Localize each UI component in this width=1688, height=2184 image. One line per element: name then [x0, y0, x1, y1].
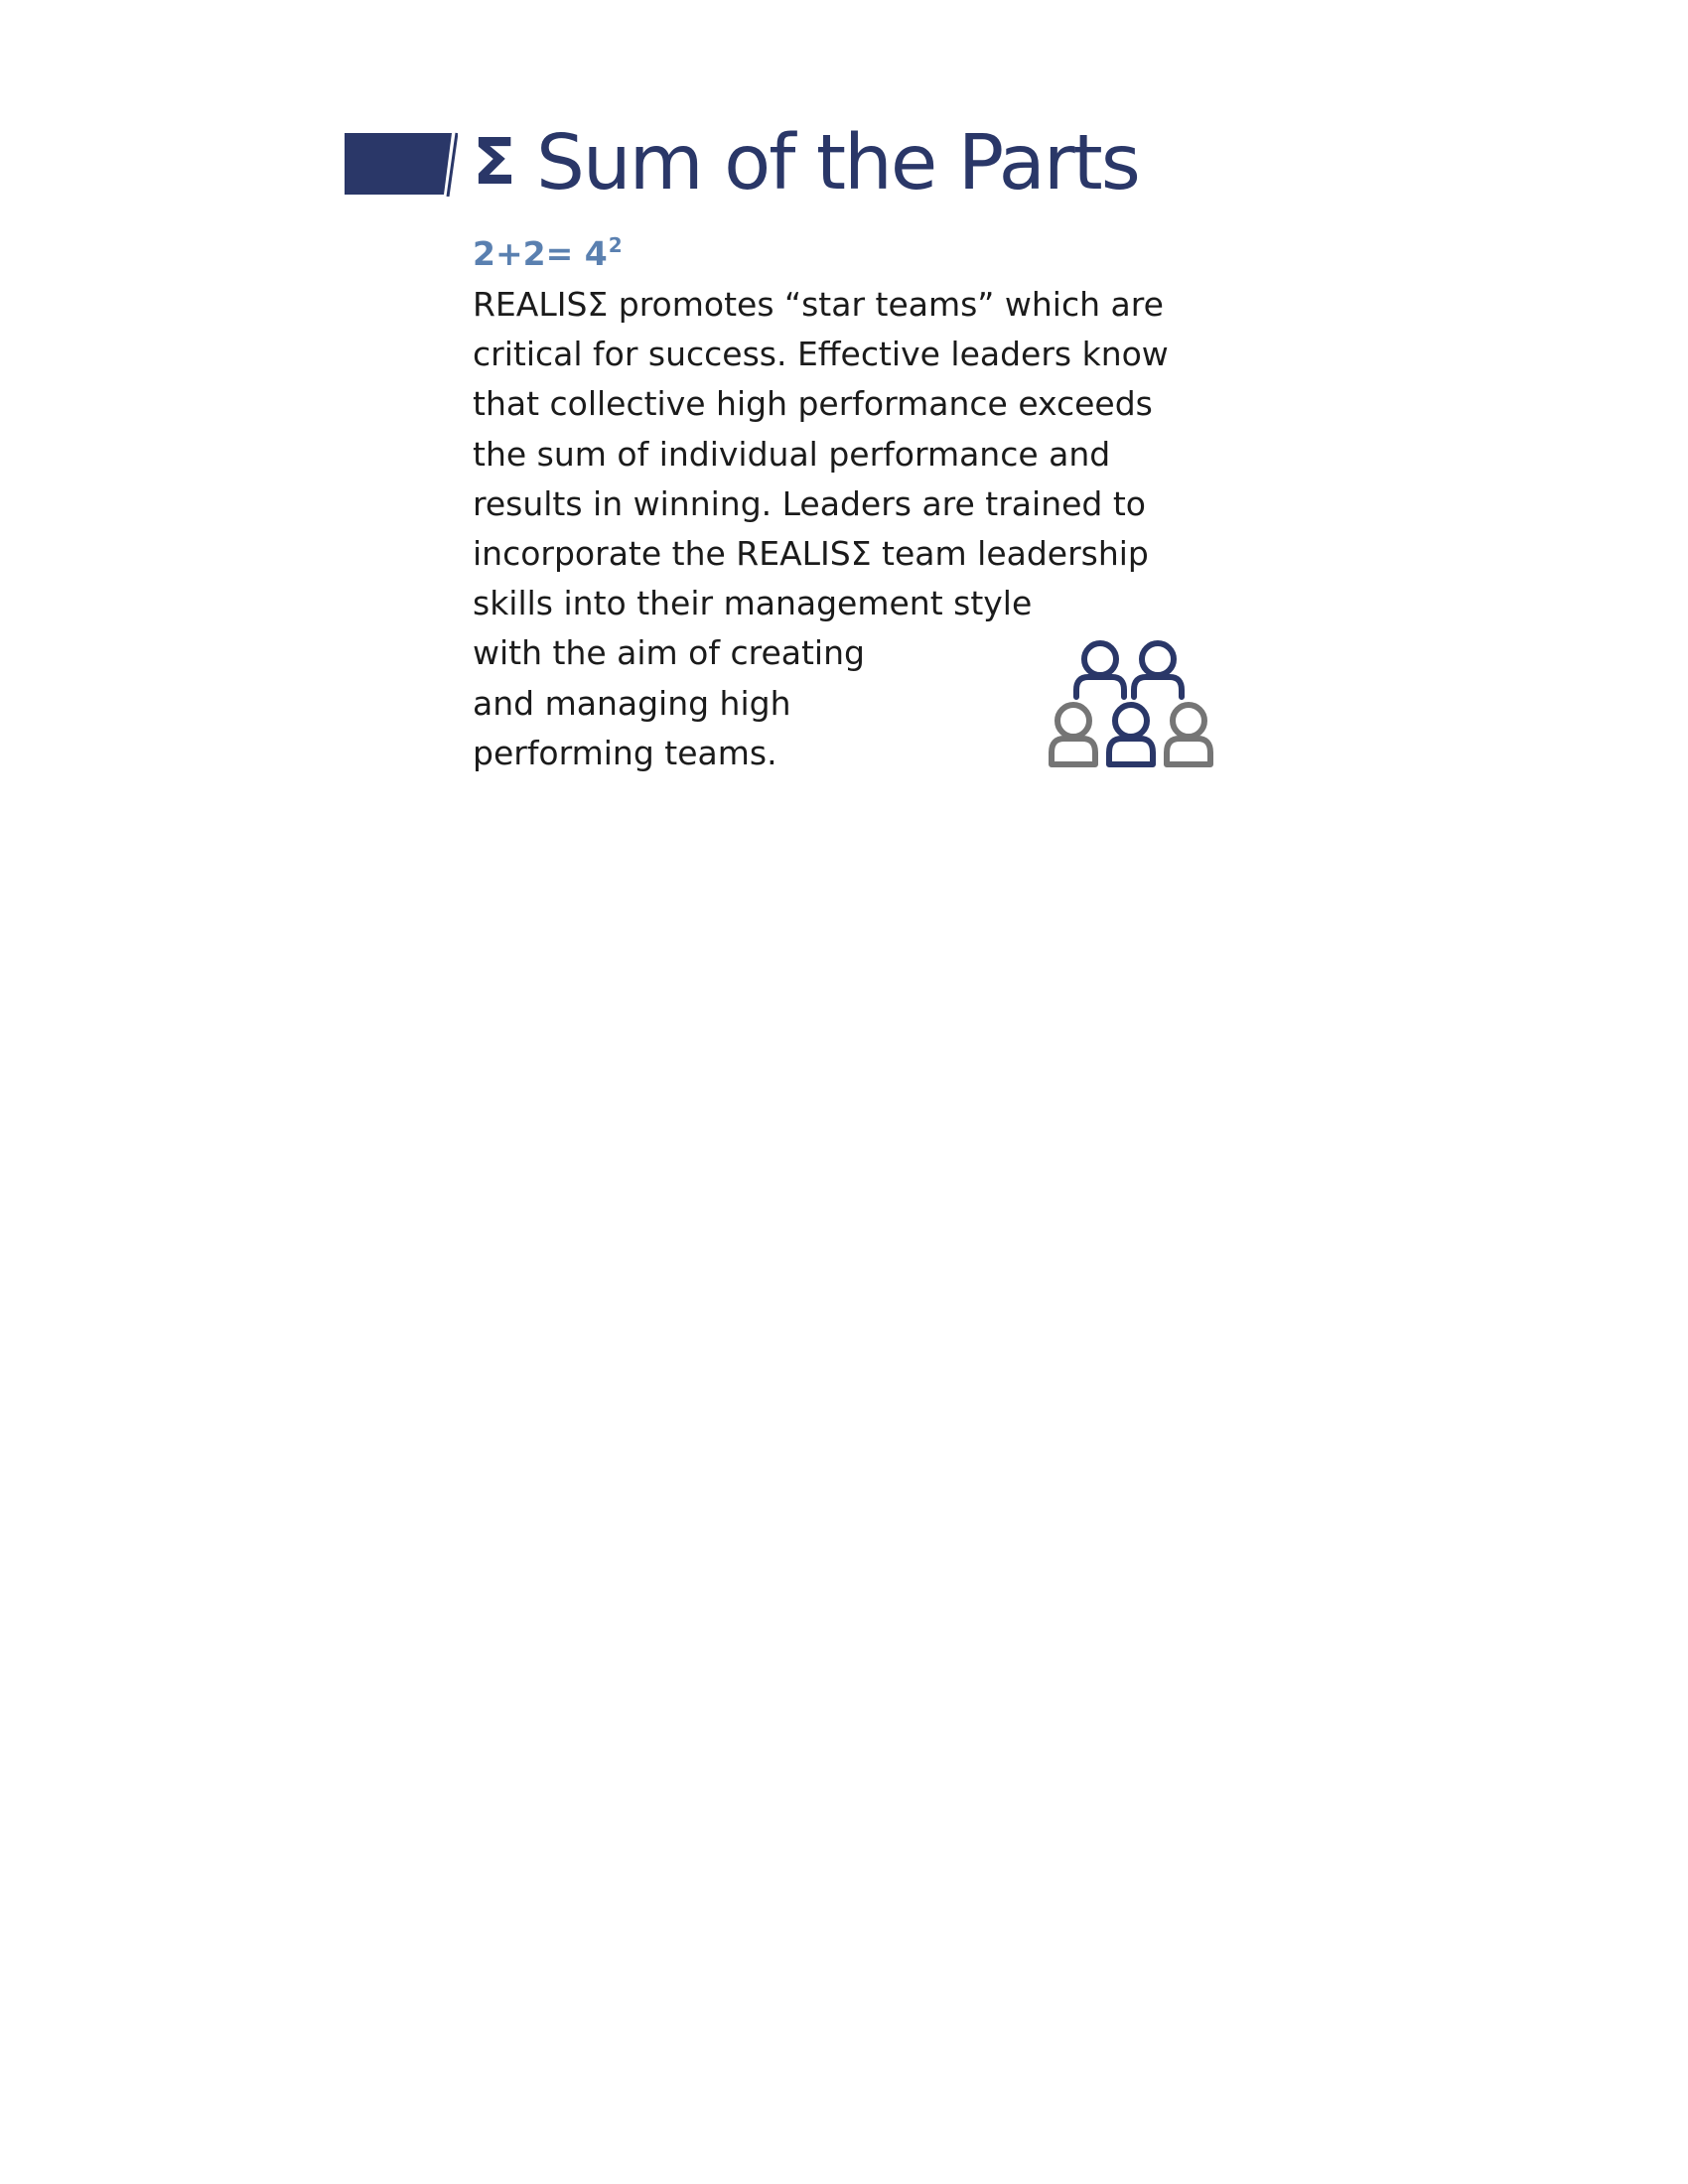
- body-line: incorporate the REALISΣ team leadership: [473, 534, 1149, 574]
- person-front-right-icon: [1167, 705, 1210, 764]
- body-line: and managing high: [473, 683, 791, 723]
- body-line: that collective high performance exceeds: [473, 384, 1153, 424]
- body-line: the sum of individual performance and: [473, 434, 1111, 474]
- heading-bar-block: [345, 133, 452, 195]
- sigma-symbol: Σ: [473, 126, 516, 200]
- body-line: performing teams.: [473, 733, 777, 772]
- body-line: critical for success. Effective leaders know: [473, 335, 1169, 374]
- body-line: skills into their management style: [473, 584, 1033, 623]
- heading-bar-mark: [345, 131, 458, 197]
- equation-base: 2+2= 4: [473, 234, 608, 273]
- equation-subtitle: [473, 230, 623, 278]
- page-title: Sum of the Parts: [536, 119, 1139, 207]
- body-line: with the aim of creating: [473, 633, 865, 673]
- person-front-left-icon: [1052, 705, 1095, 764]
- team-people-icon: [1047, 635, 1215, 770]
- body-line: REALISΣ promotes “star teams” which are: [473, 285, 1164, 324]
- person-back-right-icon: [1134, 643, 1182, 697]
- body-line: results in winning. Leaders are trained to: [473, 483, 1146, 523]
- person-front-center-icon: [1109, 705, 1153, 764]
- equation-exponent: 2: [608, 233, 623, 257]
- person-back-left-icon: [1076, 643, 1124, 697]
